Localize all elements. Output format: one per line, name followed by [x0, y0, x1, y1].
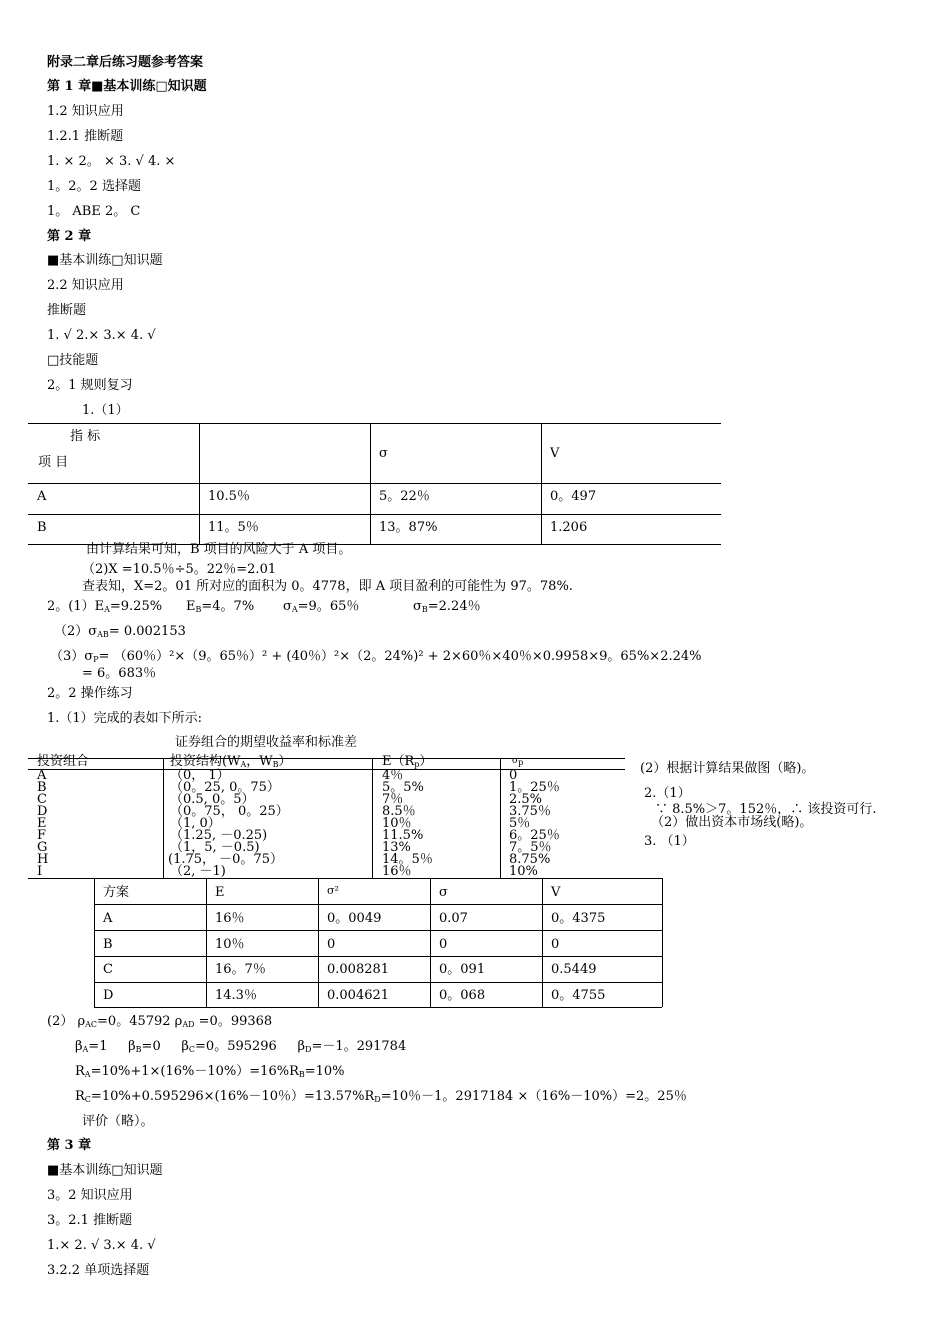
- table-cell: 0: [327, 937, 336, 952]
- table-row: G: [37, 840, 48, 855]
- table-cell: 5。5%: [382, 780, 424, 795]
- table-cell: 14。5％: [382, 852, 433, 867]
- judge-heading: 推断题: [47, 303, 87, 318]
- table-cell: 7。5％: [509, 840, 552, 855]
- question-2-1-sb: $\sigma_B=2.24$％: [413, 599, 481, 614]
- question-2-3: $(3)\sigma_P= (60$％）²×（9。65％）² + (40％）²×（2。24%)² + 2×60％×40％×0.9958×9。65%×2.24%: [50, 649, 702, 664]
- table3-header-v: V: [551, 885, 561, 900]
- table-cell: （0。25, 0。75）: [170, 780, 280, 795]
- table-cell: 7％: [382, 792, 404, 807]
- table-cell: （0， 1）: [170, 768, 230, 783]
- section-2-1-review: 2。1 规则复习: [47, 378, 133, 393]
- question-2-1-eb: $E_B=4$。7%: [186, 599, 255, 614]
- table2-header-portfolio: 投资组合: [37, 754, 90, 769]
- return-ab-line: $R_A=10\%+1\times(16\%-10\%)=16\%R_B=10\%$: [75, 1064, 345, 1079]
- table-cell: 0.5449: [551, 962, 597, 977]
- table-cell: 2.5%: [509, 792, 543, 807]
- table-cell: 0.004621: [327, 988, 390, 1003]
- table-cell: 3.75％: [509, 804, 551, 819]
- side-note-2-1: 2.（1）: [644, 786, 691, 801]
- table-cell: 10.5％: [208, 489, 250, 504]
- table-cell: 5。22％: [379, 489, 430, 504]
- table1-header-v: V: [550, 446, 560, 461]
- x-calc-line: （2)X =10.5％÷5。22％=2.01: [82, 562, 277, 577]
- table-cell: 0.07: [439, 911, 468, 926]
- table-row: D: [103, 988, 114, 1003]
- table-cell: 11.5%: [382, 828, 424, 843]
- table-cell: 1。25％: [509, 780, 560, 795]
- table-cell: 0。4375: [551, 911, 606, 926]
- section-1-2-2: 1。2。2 选择题: [47, 179, 141, 194]
- table-cell: （0。75， 0。25）: [170, 804, 289, 819]
- table-cell: （2, －1): [170, 864, 226, 879]
- table-row: E: [37, 816, 47, 831]
- side-note-cml: （2）做出资本市场线(略)。: [651, 815, 813, 830]
- table-cell: 0: [509, 768, 518, 783]
- table2-header-sigma: $\sigma_p$: [512, 756, 524, 767]
- table-cell: 0。4755: [551, 988, 606, 1003]
- table-cell: （1, 0）: [170, 816, 221, 831]
- judge-answers: 1. √ 2.× 3.× 4. √: [47, 328, 156, 343]
- table-row: A: [103, 911, 113, 926]
- rho-line: (2） $\rho_{AC}=0$。45792 $\rho_{AD} =0$。99368: [47, 1014, 273, 1029]
- table-row: F: [37, 828, 47, 843]
- table-row: A: [37, 489, 47, 504]
- table-row: B: [37, 520, 47, 535]
- table2-header-er: $E(R_p)$: [382, 754, 433, 769]
- table-cell: 0。091: [439, 962, 486, 977]
- table-cell: 0: [439, 937, 448, 952]
- section-3-2-1: 3。2.1 推断题: [47, 1213, 133, 1228]
- table-cell: 13。87%: [379, 520, 438, 535]
- question-1-1: 1.（1）: [82, 403, 129, 418]
- table-cell: 8.5％: [382, 804, 416, 819]
- table-cell: 16。7％: [215, 962, 266, 977]
- table-row: H: [37, 852, 49, 867]
- table-cell: 0.008281: [327, 962, 390, 977]
- chapter-2-title: 第 2 章: [47, 229, 92, 244]
- operation-1-1: 1.（1）完成的表如下所示:: [47, 711, 203, 726]
- table-row: C: [37, 792, 47, 807]
- table3-header-sigma2: σ²: [327, 884, 339, 897]
- table1-header-item: 项 目: [38, 455, 69, 470]
- table-row: I: [37, 864, 43, 879]
- table-row: B: [37, 780, 47, 795]
- answers-1-2-1: 1. × 2。 × 3. √ 4. ×: [47, 154, 176, 169]
- table-cell: 10%: [509, 864, 538, 879]
- table-cell: 0。497: [550, 489, 597, 504]
- section-1-2: 1.2 知识应用: [47, 104, 124, 119]
- table-cell: 16％: [382, 864, 412, 879]
- table-cell: 0。0049: [327, 911, 382, 926]
- answers-3-2-1: 1.× 2. √ 3.× 4. √: [47, 1238, 156, 1253]
- chapter-3-title: 第 3 章: [47, 1138, 92, 1153]
- question-2-3-result: = 6。683％: [82, 666, 157, 681]
- section-2-2-operation: 2。2 操作练习: [47, 686, 133, 701]
- chapter-3-basic: ■基本训练□知识题: [47, 1163, 163, 1178]
- side-note-graph: (2）根据计算结果做图（略)。: [640, 761, 815, 776]
- section-3-2-2: 3.2.2 单项选择题: [47, 1263, 150, 1278]
- beta-line: $\beta_A=1$ $\beta_B=0$ $\beta_C=0$。595296 $\beta_D=-1$。291784: [75, 1039, 407, 1054]
- page-title: 附录二章后练习题参考答案: [47, 55, 204, 70]
- table-cell: （1，5, －0.5): [170, 840, 260, 855]
- table-row: C: [103, 962, 113, 977]
- table-cell: 8.75%: [509, 852, 551, 867]
- table2-header-structure: 投资结构($W_A$，$W_B$）: [170, 754, 292, 769]
- table2-caption: 证券组合的期望收益率和标准差: [175, 735, 358, 750]
- section-2-2: 2.2 知识应用: [47, 278, 124, 293]
- table-cell: 14.3％: [215, 988, 257, 1003]
- answers-1-2-2: 1。 ABE 2。 C: [47, 204, 141, 219]
- table-row: D: [37, 804, 48, 819]
- table-cell: 11。5％: [208, 520, 259, 535]
- table-cell: 10％: [382, 816, 412, 831]
- question-2-1-sa: $\sigma_A=9$。65％: [283, 599, 360, 614]
- side-note-3-1: 3. （1）: [644, 834, 695, 849]
- section-1-2-1: 1.2.1 推断题: [47, 129, 124, 144]
- table3-header-scheme: 方案: [103, 885, 130, 900]
- table-row: B: [103, 937, 113, 952]
- question-2-1: 2。$(1)E_A=9.25\%$: [47, 599, 163, 614]
- table-cell: 4％: [382, 768, 404, 783]
- table-cell: 6。25％: [509, 828, 560, 843]
- evaluation-line: 评价（略）。: [82, 1114, 154, 1129]
- table-cell: 16％: [215, 911, 245, 926]
- table-cell: 0: [551, 937, 560, 952]
- side-note-feasible: ∵ 8.5%＞7。152％，∴ 该投资可行.: [655, 802, 877, 817]
- table-cell: 5％: [509, 816, 531, 831]
- table-cell: 13%: [382, 840, 411, 855]
- lookup-line: 查表知，X=2。01 所对应的面积为 0。4778，即 A 项目盈利的可能性为 97。78%.: [82, 579, 573, 594]
- table1-header-sigma: σ: [379, 446, 388, 461]
- table-cell: 1.206: [550, 520, 588, 535]
- table3-header-sigma: σ: [439, 885, 448, 900]
- table-row: A: [37, 768, 47, 783]
- table-cell: (1.75， －0。75）: [168, 852, 283, 867]
- chapter-1-title: 第 1 章■基本训练□知识题: [47, 79, 207, 94]
- table-cell: 10％: [215, 937, 245, 952]
- question-2-2: $(2)\sigma_{AB}= 0.002153$: [54, 624, 186, 639]
- table3-header-e: E: [215, 885, 225, 900]
- skill-heading: □技能题: [47, 353, 99, 368]
- table-cell: 0。068: [439, 988, 486, 1003]
- conclusion-line: 由计算结果可知，B 项目的风险大于 A 项目。: [86, 542, 352, 557]
- table-cell: （0.5, 0。5）: [170, 792, 255, 807]
- section-3-2: 3。2 知识应用: [47, 1188, 133, 1203]
- table-cell: （1.25, －0.25): [170, 828, 268, 843]
- chapter-2-basic: ■基本训练□知识题: [47, 253, 163, 268]
- table1-header-index: 指 标: [70, 429, 101, 444]
- return-cd-line: $R_C=10\%+0.595296\times(16\%-10$％）$=13.57\%R_D=10$％－1。2917184 ×（16%－10%）=2。25％: [75, 1089, 687, 1104]
